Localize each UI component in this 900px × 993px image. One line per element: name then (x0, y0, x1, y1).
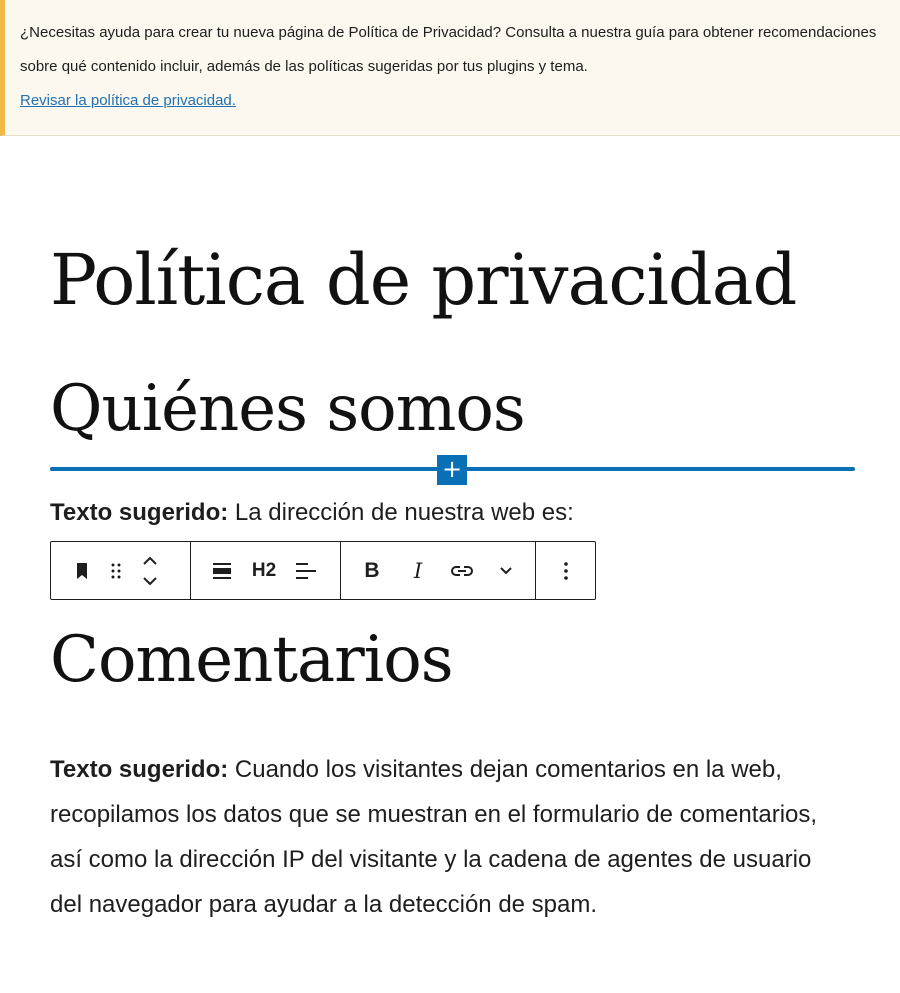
add-block-button[interactable]: + (437, 455, 467, 485)
heading-who-we-are[interactable]: Quiénes somos (50, 372, 525, 446)
heading-comments[interactable]: Comentarios (50, 623, 453, 697)
italic-button[interactable] (401, 551, 435, 591)
link-button[interactable] (445, 551, 479, 591)
block-toolbar (50, 541, 596, 600)
options-button[interactable] (549, 551, 583, 591)
paragraph-text: Cuando los visitantes dejan comentarios en la web, recopilamos los datos que se muestran en el formulario de comentarios, así como la dirección IP del visitante y la cadena de agentes de usuario del navegador para ayudar a la detección de spam. (50, 756, 818, 918)
review-privacy-policy-link[interactable]: Revisar la política de privacidad. (20, 92, 236, 109)
page-title[interactable]: Política de privacidad (50, 239, 797, 321)
text-align-button[interactable] (289, 551, 323, 591)
align-icon (212, 562, 232, 580)
bold-label: B (364, 558, 380, 582)
italic-label: I (413, 558, 423, 583)
paragraph-comments[interactable] (50, 747, 850, 927)
chevron-down-icon (498, 565, 514, 577)
bookmark-icon (74, 562, 90, 580)
block-align-button[interactable] (205, 551, 239, 591)
paragraph-text: La dirección de nuestra web es: (228, 499, 574, 526)
block-type-button[interactable] (65, 551, 99, 591)
privacy-notice (0, 0, 900, 136)
drag-handle-icon (109, 562, 123, 580)
heading-level-label: H2 (251, 559, 277, 581)
toolbar-group-block (51, 542, 191, 599)
suggested-text-label: Texto sugerido: (50, 499, 229, 526)
more-rich-text-button[interactable] (489, 551, 523, 591)
more-options-icon (563, 561, 569, 581)
heading-level-button[interactable] (239, 551, 289, 591)
toolbar-group-format (191, 542, 341, 599)
bold-button[interactable] (355, 551, 389, 591)
toolbar-group-inline (341, 542, 536, 599)
link-icon (450, 564, 474, 578)
notice-text: ¿Necesitas ayuda para crear tu nueva página de Política de Privacidad? Consulta a nuestra guía para obtener recomendaciones sobre qué contenido incluir, además de las políticas sugeridas por tus plugins y tema. (20, 24, 877, 75)
toolbar-group-options (536, 542, 595, 599)
move-block-buttons[interactable] (133, 551, 167, 591)
move-up-down-icon (142, 554, 158, 588)
text-align-icon (295, 561, 317, 581)
suggested-text-label: Texto sugerido: (50, 756, 229, 783)
drag-handle[interactable] (99, 551, 133, 591)
paragraph-who-we-are[interactable] (50, 497, 850, 529)
